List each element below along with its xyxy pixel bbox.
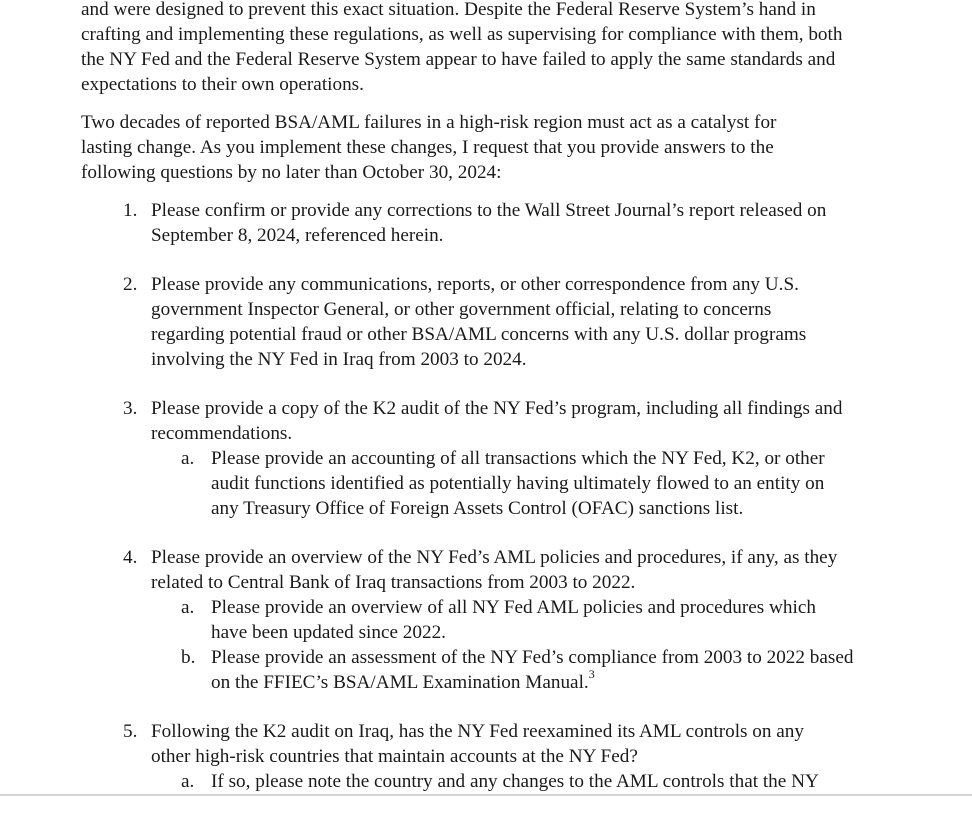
footnote-reference[interactable]: 3 [588, 666, 595, 681]
question-text: Please provide an overview of the NY Fed’s AML policies and procedures, if any, as they related to Central Bank of Iraq transactions from 2003 to 2022. [151, 547, 838, 593]
question-text: Please provide a copy of the K2 audit of the NY Fed’s program, including all findings and recommendations. [151, 398, 843, 444]
question-number: 2. [123, 274, 138, 295]
document-page [81, 0, 871, 818]
sub-question-text-with-footnote [211, 645, 856, 695]
sub-question-text: If so, please note the country and any changes to the AML controls that the NY [211, 771, 819, 792]
question-number: 4. [123, 547, 138, 568]
sub-question-list [151, 446, 871, 521]
sub-question-list [151, 769, 871, 794]
question-item-5 [81, 719, 871, 794]
sub-question-item [151, 769, 871, 794]
question-text: Please confirm or provide any corrections to the Wall Street Journal’s report released on September 8, 2024, referenced herein. [151, 200, 827, 246]
sub-question-letter: a. [181, 597, 195, 618]
question-number: 5. [123, 721, 138, 742]
question-item-3 [81, 396, 871, 521]
question-item-1 [81, 198, 871, 248]
sub-question-letter: b. [181, 647, 196, 668]
question-number: 1. [123, 200, 138, 221]
question-text: Following the K2 audit on Iraq, has the NY Fed reexamined its AML controls on any other high-risk countries that maintain accounts at the NY Fed? [151, 721, 804, 767]
sub-question-text: Please provide an overview of all NY Fed AML policies and procedures which have been updated since 2022. [211, 597, 816, 643]
sub-question-letter: a. [181, 448, 195, 469]
body-paragraph-intro: and were designed to prevent this exact situation. Despite the Federal Reserve System’s hand in crafting and implementing these regulations, as well as supervising for compliance with them, both the NY Fed and the Federal Reserve System appear to have failed to apply the same standards and expectations to their own operations. [81, 0, 843, 95]
question-item-4 [81, 545, 871, 695]
question-number: 3. [123, 398, 138, 419]
question-item-2 [81, 272, 871, 372]
sub-question-item [151, 446, 871, 521]
sub-question-item [151, 645, 871, 695]
sub-question-text: Please provide an accounting of all transactions which the NY Fed, K2, or other audit functions identified as potentially having ultimately flowed to an entity on any Treasury Office of Foreign Assets Control (OFAC) sanctions list. [211, 448, 825, 519]
sub-question-list [151, 595, 871, 695]
sub-question-letter: a. [181, 771, 195, 792]
questions-list [81, 198, 871, 794]
question-text: Please provide any communications, reports, or other correspondence from any U.S. government Inspector General, or other government official, relating to concerns regarding potential fraud or other BSA/AML concerns with any U.S. dollar programs involving the NY Fed in Iraq from 2003 to 2024. [151, 274, 807, 370]
body-paragraph-request: Two decades of reported BSA/AML failures in a high-risk region must act as a catalyst for lasting change. As you implement these changes, I request that you provide answers to the following questions by no later than October 30, 2024: [81, 112, 777, 183]
sub-question-text: Please provide an assessment of the NY Fed’s compliance from 2003 to 2022 based on the FFIEC’s BSA/AML Examination Manual. [211, 647, 854, 693]
sub-question-item [151, 595, 871, 645]
